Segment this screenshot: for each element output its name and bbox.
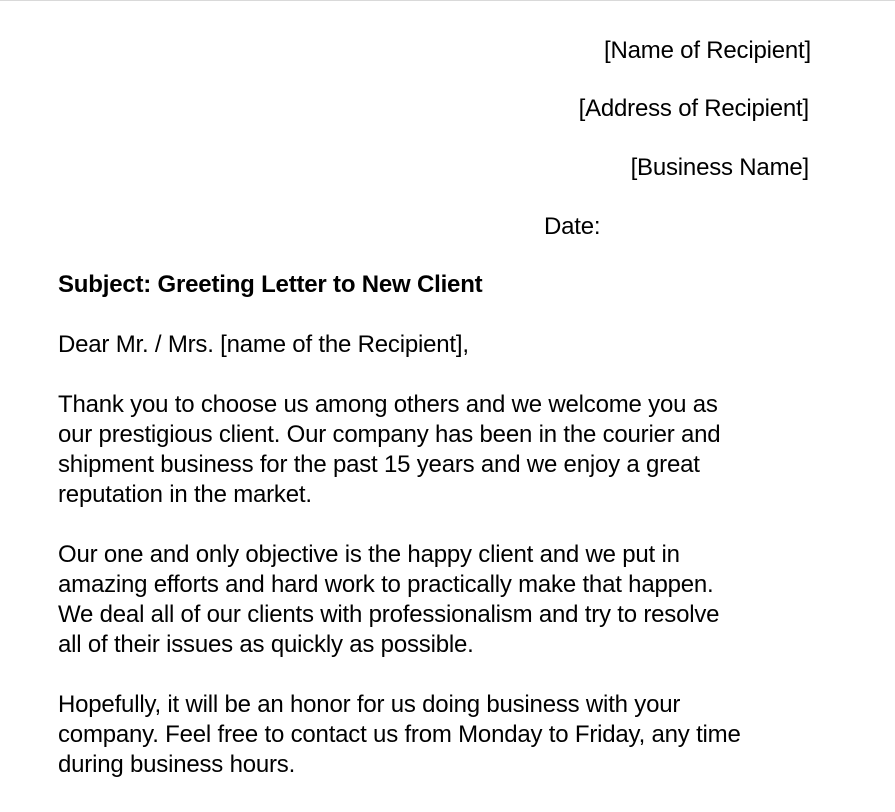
recipient-business-name: [Business Name] (630, 154, 809, 181)
paragraph-line: Hopefully, it will be an honor for us doing business with your (58, 691, 681, 718)
body-paragraph-3 (58, 690, 858, 780)
recipient-name: [Name of Recipient] (604, 37, 811, 64)
paragraph-line: shipment business for the past 15 years and we enjoy a great (58, 451, 700, 478)
letter-subject: Subject: Greeting Letter to New Client (58, 271, 483, 298)
letter-date: Date: (544, 213, 601, 240)
paragraph-line: our prestigious client. Our company has been in the courier and (58, 421, 721, 448)
paragraph-line: all of their issues as quickly as possible. (58, 631, 474, 658)
body-paragraph-2 (58, 540, 858, 660)
body-paragraph-1 (58, 390, 858, 510)
paragraph-line: Thank you to choose us among others and we welcome you as (58, 391, 718, 418)
paragraph-line: Our one and only objective is the happy client and we put in (58, 541, 680, 568)
paragraph-line: We deal all of our clients with professionalism and try to resolve (58, 601, 720, 628)
paragraph-line: reputation in the market. (58, 481, 312, 508)
letter-salutation: Dear Mr. / Mrs. [name of the Recipient], (58, 331, 469, 358)
paragraph-line: during business hours. (58, 751, 296, 778)
paragraph-line: company. Feel free to contact us from Monday to Friday, any time (58, 721, 741, 748)
recipient-address: [Address of Recipient] (578, 95, 809, 122)
paragraph-line: amazing efforts and hard work to practically make that happen. (58, 571, 714, 598)
